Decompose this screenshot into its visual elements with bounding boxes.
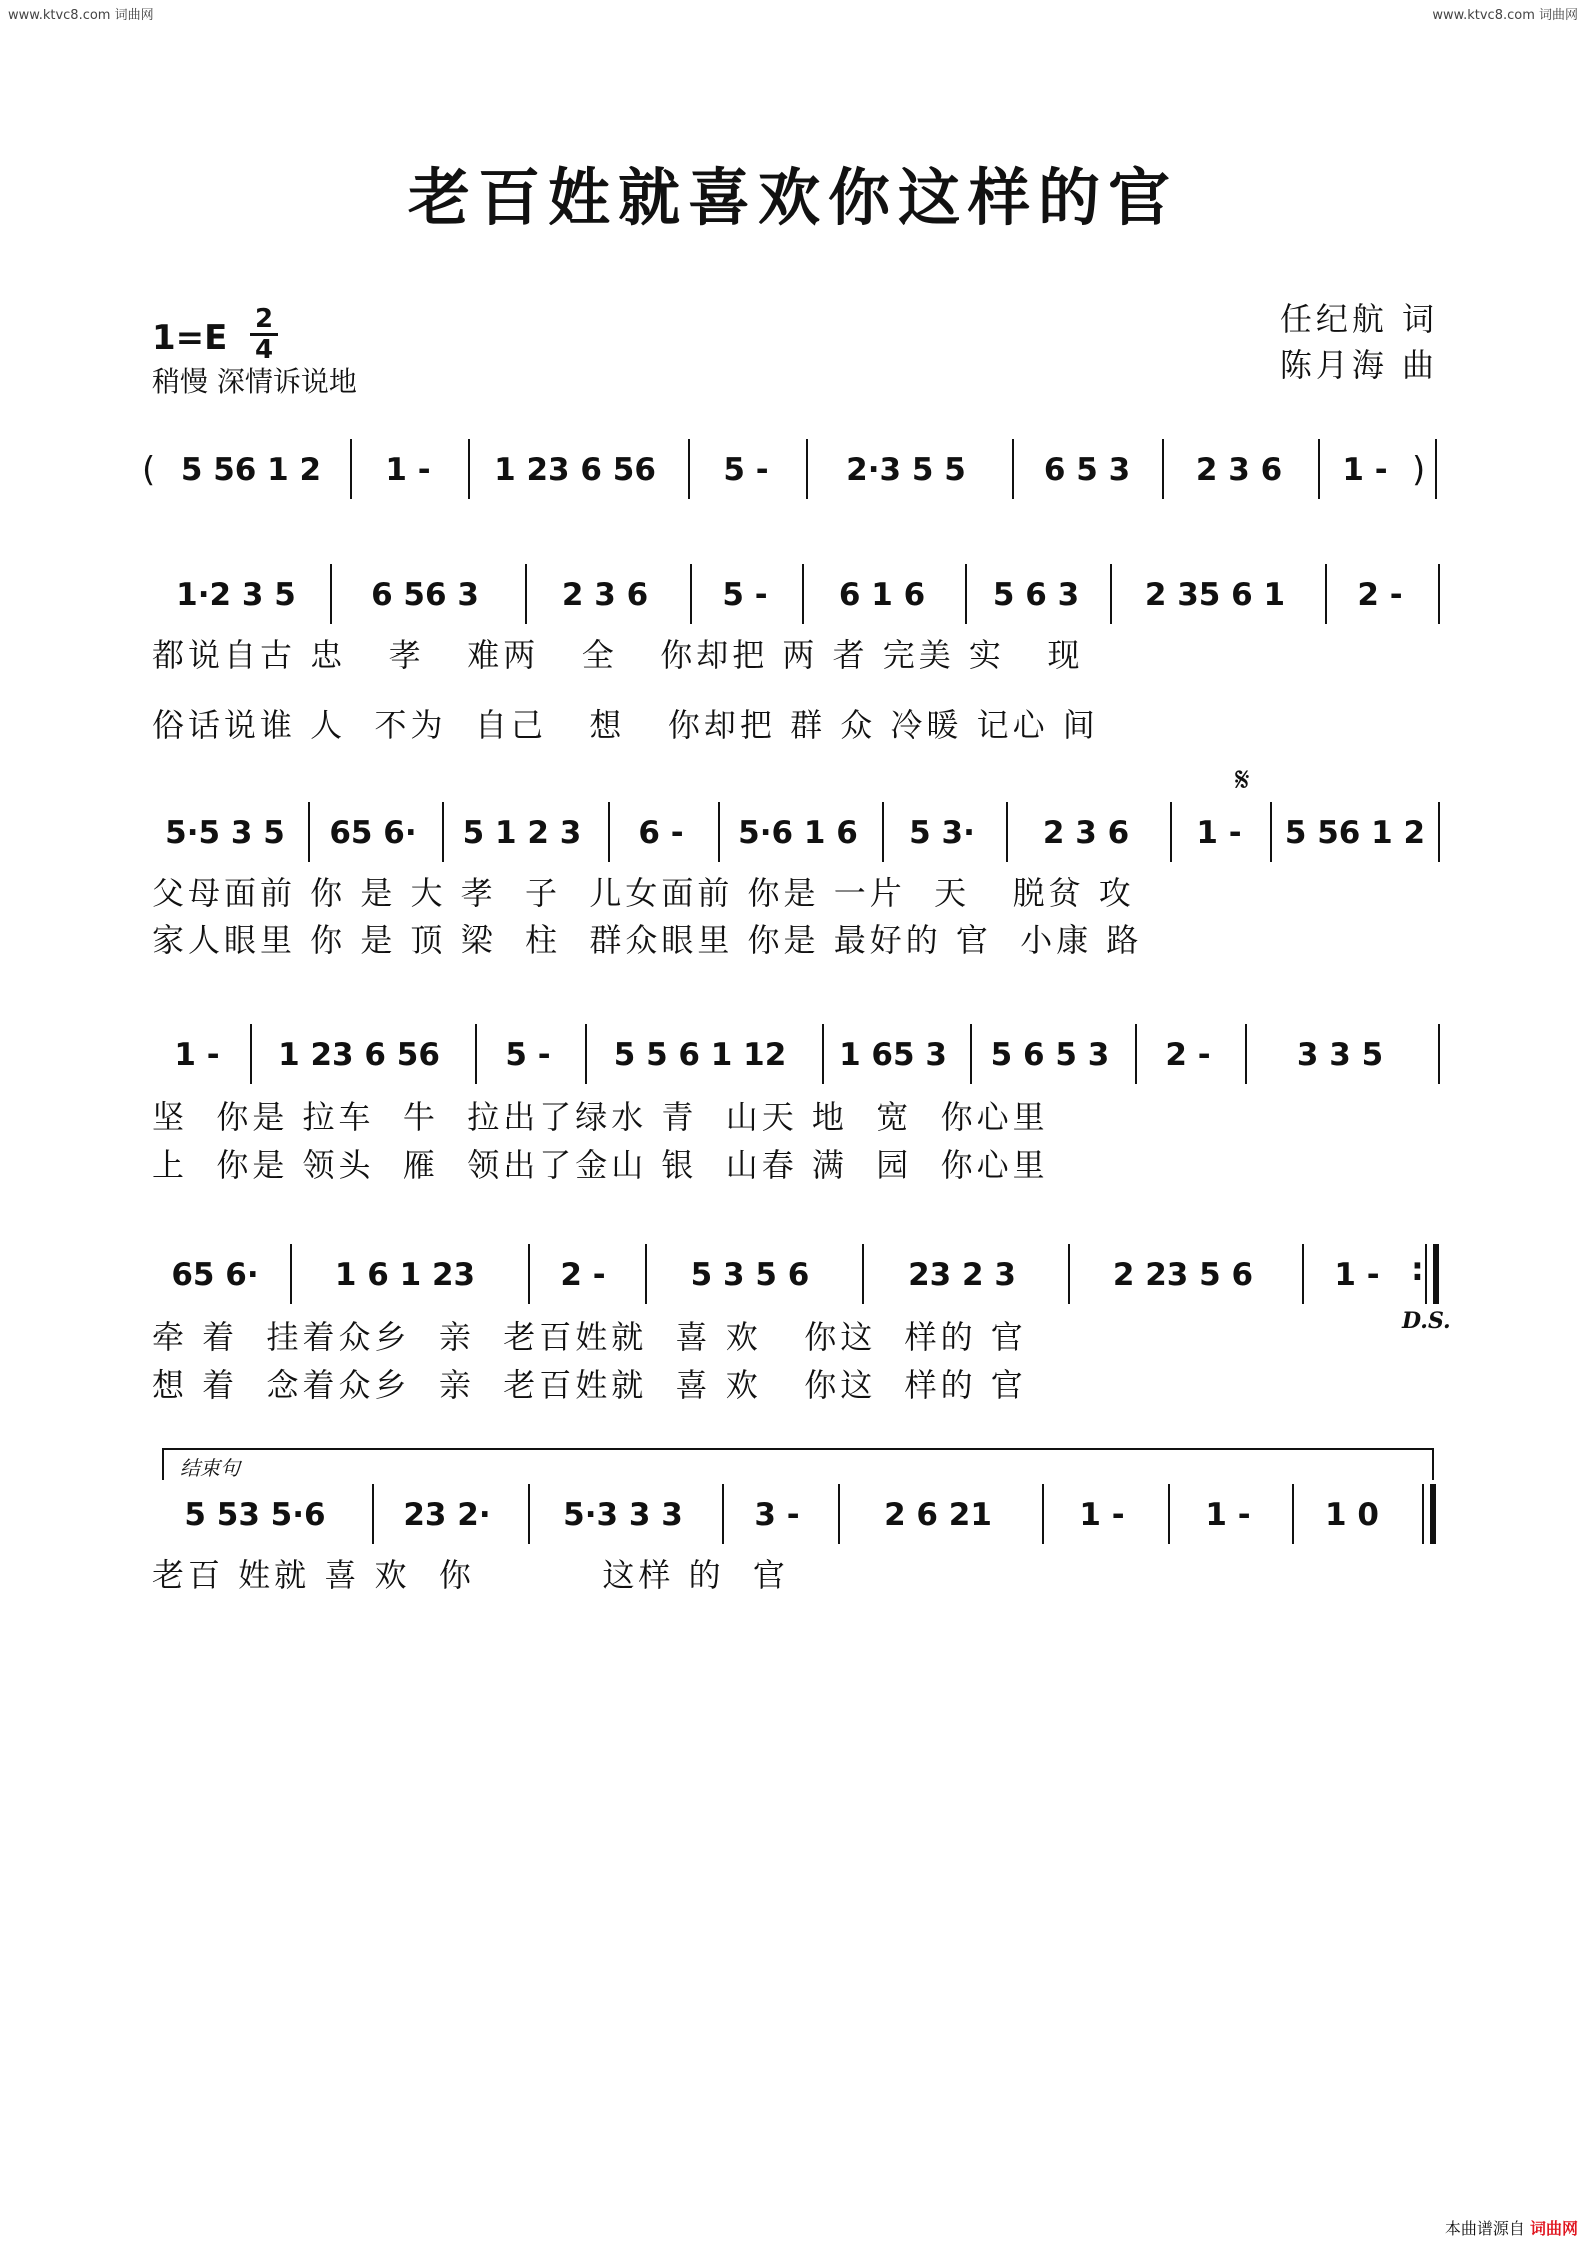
barline: [1318, 439, 1320, 499]
barline: [1162, 439, 1164, 499]
measure: 6 5 3: [1043, 452, 1131, 488]
barline: [862, 1244, 864, 1304]
barline: [528, 1244, 530, 1304]
measure: 5·6 1 6: [738, 815, 858, 851]
barline: [1110, 564, 1112, 624]
final-barline: [1422, 1484, 1424, 1544]
barline: [1325, 564, 1327, 624]
measure: 2 35 6 1: [1144, 577, 1286, 613]
barline: [1245, 1024, 1247, 1084]
measure: 23 2·: [403, 1497, 491, 1533]
barline: [528, 1484, 530, 1544]
barline: [608, 802, 610, 862]
song-title: 老百姓就喜欢你这样的官: [407, 161, 1178, 234]
barline: [1438, 1024, 1440, 1084]
system-4: [150, 1030, 1440, 1080]
barline: [802, 564, 804, 624]
barline: [585, 1024, 587, 1084]
measure: 1 23 6 56: [278, 1037, 440, 1073]
measure: 2 -: [1357, 577, 1403, 613]
measure: 1 -: [1079, 1497, 1125, 1533]
lyric-verse-2: 想 着 念着众乡 亲 老百姓就 喜 欢 你这 样的 官: [152, 1366, 1027, 1404]
tempo-marking: 稍慢 深情诉说地: [152, 365, 357, 398]
measure: 2 -: [560, 1257, 606, 1293]
system-3: [150, 808, 1440, 858]
measure: 6 -: [638, 815, 684, 851]
barline: [1168, 1484, 1170, 1544]
barline: [1270, 802, 1272, 862]
barline: [722, 1484, 724, 1544]
system-5: [150, 1250, 1440, 1300]
measure: 1 0: [1325, 1497, 1379, 1533]
system-1: [142, 445, 1440, 495]
ds-marking: D.S.: [1402, 1308, 1451, 1334]
measure: 6 56 3: [371, 577, 479, 613]
barline: [475, 1024, 477, 1084]
measure: 5 -: [723, 452, 769, 488]
measure: 2 3 6: [561, 577, 649, 613]
barline: [290, 1244, 292, 1304]
measure: 5 53 5·6: [184, 1497, 326, 1533]
barline: [250, 1024, 252, 1084]
barline: [1292, 1484, 1294, 1544]
lyric-verse-1: 父母面前 你 是 大 孝 子 儿女面前 你是 一片 天 脱贫 攻: [152, 874, 1135, 912]
barline: [1006, 802, 1008, 862]
measure: 1 23 6 56: [494, 452, 656, 488]
measure: 3 -: [754, 1497, 800, 1533]
barline: [965, 564, 967, 624]
measure: 23 2 3: [908, 1257, 1016, 1293]
measure: 1 -: [1205, 1497, 1251, 1533]
measure: 1 65 3: [839, 1037, 947, 1073]
lyric-verse-1: 坚 你是 拉车 牛 拉出了绿水 青 山天 地 宽 你心里: [152, 1098, 1049, 1136]
measure: 3 3 5: [1296, 1037, 1384, 1073]
barline: [1170, 802, 1172, 862]
measure: 65 6·: [329, 815, 417, 851]
composer-credit: 陈月海 曲: [1279, 346, 1438, 384]
measure: 5 -: [722, 577, 768, 613]
measure: 5 56 1 2: [180, 452, 322, 488]
barline: [1135, 1024, 1137, 1084]
measure: 2·3 5 5: [846, 452, 966, 488]
measure: 6 1 6: [838, 577, 926, 613]
watermark-right: www.ktvc8.com 词曲网: [1432, 8, 1578, 23]
system-2: [150, 570, 1440, 620]
measure: 5 3·: [909, 815, 975, 851]
footer-source: 本曲谱源自 词曲网: [1444, 2219, 1578, 2238]
measure: 5 6 3: [992, 577, 1080, 613]
measure: 1·2 3 5: [176, 577, 296, 613]
watermark-left: www.ktvc8.com 词曲网: [8, 8, 154, 23]
barline: [372, 1484, 374, 1544]
barline: [882, 802, 884, 862]
barline: [645, 1244, 647, 1304]
measure: 2 23 5 6: [1112, 1257, 1254, 1293]
barline: [822, 1024, 824, 1084]
measure: 1 -: [174, 1037, 220, 1073]
measure: 2 -: [1165, 1037, 1211, 1073]
barline: [468, 439, 470, 499]
lyric-verse-2: 上 你是 领头 雁 领出了金山 银 山春 满 园 你心里: [152, 1146, 1049, 1184]
key-signature: 1=E: [152, 318, 228, 358]
measure: 65 6·: [171, 1257, 259, 1293]
barline: [308, 802, 310, 862]
measure: 5·5 3 5: [165, 815, 285, 851]
coda-label: 结束句: [180, 1456, 240, 1480]
coda-bracket: [162, 1448, 1434, 1480]
lyric-ending: 老百 姓就 喜 欢 你 这样 的 官: [152, 1556, 789, 1594]
barline: [1438, 564, 1440, 624]
barline: [350, 439, 352, 499]
measure: 5 56 1 2: [1284, 815, 1426, 851]
measure: 1 -: [385, 452, 431, 488]
measure: 5·3 3 3: [563, 1497, 683, 1533]
barline: [688, 439, 690, 499]
barline: [330, 564, 332, 624]
measure: 2 3 6: [1042, 815, 1130, 851]
measure: 2 3 6: [1195, 452, 1283, 488]
lyric-verse-1: 都说自古 忠 孝 难两 全 你却把 两 者 完美 实 现: [152, 636, 1084, 674]
measure: 1 -: [1196, 815, 1242, 851]
system-6: [150, 1490, 1440, 1540]
lyric-verse-2: 家人眼里 你 是 顶 梁 柱 群众眼里 你是 最好的 官 小康 路: [152, 921, 1143, 959]
repeat-end-barline: [1425, 1244, 1427, 1304]
measure: 1 6 1 23: [334, 1257, 476, 1293]
measure: 1 -: [1342, 452, 1388, 488]
barline: [806, 439, 808, 499]
measure: 5 1 2 3: [462, 815, 582, 851]
barline: [718, 802, 720, 862]
barline: [970, 1024, 972, 1084]
barline: [838, 1484, 840, 1544]
measure: 5 5 6 1 12: [613, 1037, 787, 1073]
barline: [1012, 439, 1014, 499]
lyric-verse-2: 俗话说谁 人 不为 自己 想 你却把 群 众 冷暖 记心 间: [152, 706, 1099, 744]
lyric-verse-1: 牵 着 挂着众乡 亲 老百姓就 喜 欢 你这 样的 官: [152, 1318, 1027, 1356]
segno-sign: 𝄋: [1235, 760, 1250, 800]
barline: [525, 564, 527, 624]
barline: [1042, 1484, 1044, 1544]
barline: [1302, 1244, 1304, 1304]
barline: [1435, 439, 1437, 499]
measure: 5 3 5 6: [690, 1257, 810, 1293]
time-signature: 2 4: [250, 306, 278, 363]
lyricist-credit: 任纪航 词: [1279, 300, 1438, 338]
close-paren: ): [1412, 450, 1426, 490]
barline: [1068, 1244, 1070, 1304]
measure: 1 -: [1334, 1257, 1380, 1293]
barline: [1438, 802, 1440, 862]
open-paren: (: [142, 450, 156, 490]
barline: [442, 802, 444, 862]
measure: 2 6 21: [884, 1497, 992, 1533]
barline: [690, 564, 692, 624]
measure: 5 6 5 3: [990, 1037, 1110, 1073]
measure: 5 -: [505, 1037, 551, 1073]
